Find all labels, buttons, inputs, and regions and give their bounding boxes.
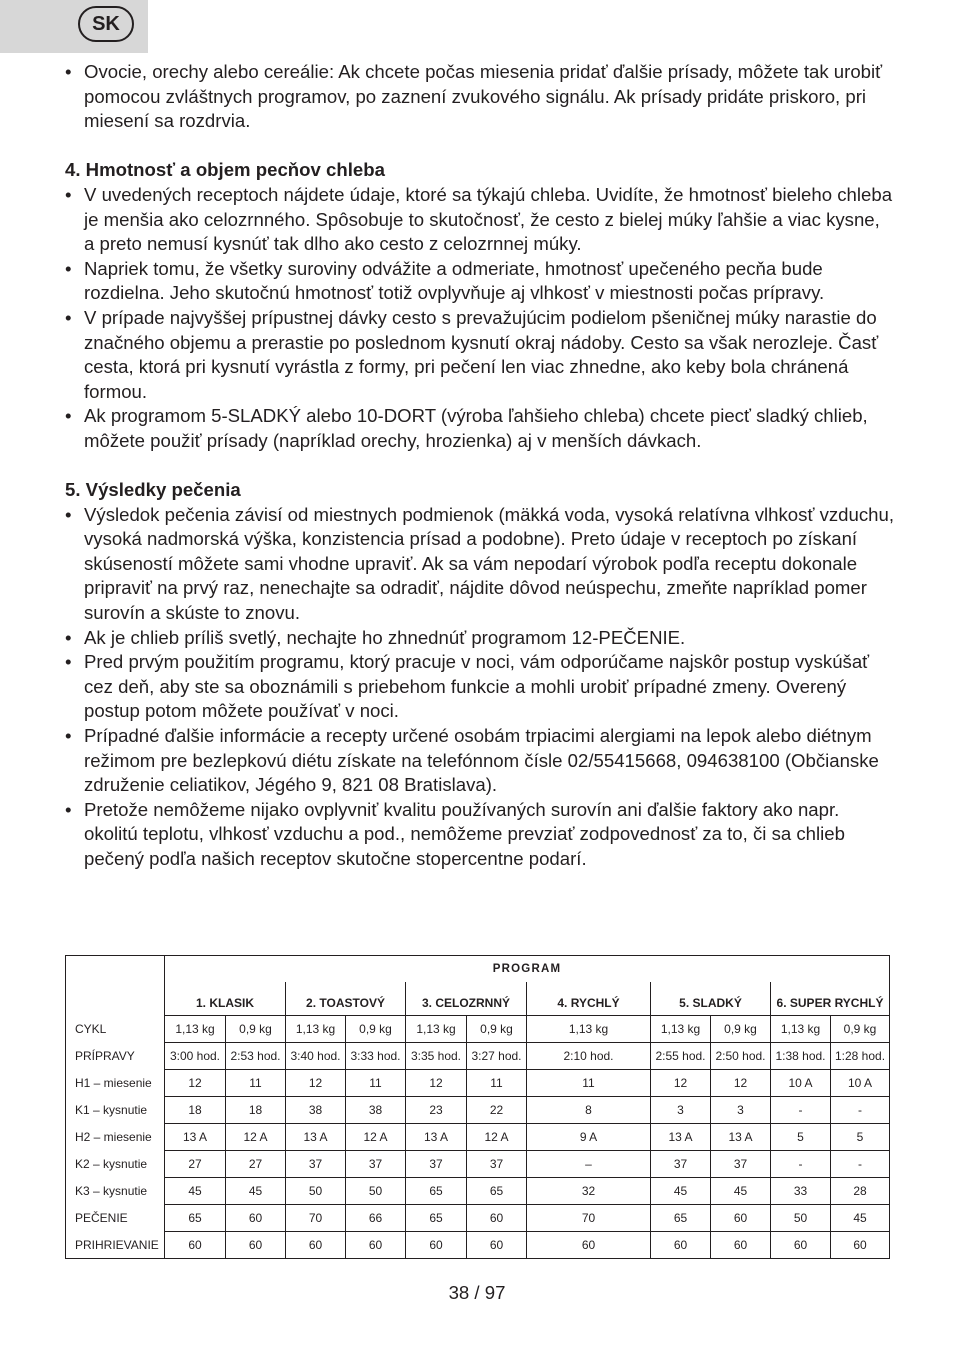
table-cell: 5 <box>831 1124 890 1151</box>
program-name: 3. CELOZRNNÝ <box>406 982 527 1016</box>
table-cell: 60 <box>226 1232 286 1259</box>
bullet-marker: • <box>65 61 72 82</box>
table-cell: 22 <box>467 1097 527 1124</box>
table-cell: 3:40 hod. <box>286 1043 346 1070</box>
table-cell: - <box>831 1097 890 1124</box>
table-row <box>66 1124 890 1151</box>
table-cell: 50 <box>346 1178 406 1205</box>
table-cell: 38 <box>286 1097 346 1124</box>
bullet-text: Ak je chlieb príliš svetlý, nechajte ho zhnednúť programom 12-PEČENIE. <box>84 626 686 648</box>
table-cell: 2:55 hod. <box>651 1043 711 1070</box>
table-cell: 3 <box>651 1097 711 1124</box>
row-label: K2 – kysnutie <box>66 1151 165 1178</box>
table-row <box>66 1043 890 1070</box>
table-cell: - <box>771 1097 831 1124</box>
section-4-list <box>65 183 895 454</box>
table-cell: 10 A <box>771 1070 831 1097</box>
table-cell: 11 <box>467 1070 527 1097</box>
table-cell: 12 A <box>467 1124 527 1151</box>
table-cell: 12 A <box>226 1124 286 1151</box>
table-cell: 60 <box>467 1232 527 1259</box>
program-name: 1. KLASIK <box>165 982 286 1016</box>
table-cell: 60 <box>527 1232 651 1259</box>
table-cell: 66 <box>346 1205 406 1232</box>
bullet-text: Napriek tomu, že všetky suroviny odvážite a odmeriate, hmotnosť upečeného pecňa bude rozdielna. Jeho skutočnú hmotnosť totiž ovplyvňuje aj vlhkosť v miestnosti počas prípravy. <box>84 257 825 304</box>
table-cell: 1,13 kg <box>771 1016 831 1043</box>
bullet-marker: • <box>65 725 72 747</box>
table-cell: 37 <box>286 1151 346 1178</box>
table-row <box>66 1178 890 1205</box>
bullet-item <box>65 257 895 306</box>
language-tab <box>0 0 148 53</box>
table-cell: 60 <box>467 1205 527 1232</box>
table-cell: 18 <box>165 1097 226 1124</box>
table-cell: 60 <box>226 1205 286 1232</box>
row-label: H2 – miesenie <box>66 1124 165 1151</box>
table-cell: 13 A <box>651 1124 711 1151</box>
table-cell: 65 <box>406 1178 467 1205</box>
table-cell: 70 <box>527 1205 651 1232</box>
section-5-title: 5. Výsledky pečenia <box>65 479 241 501</box>
table-cell: 37 <box>467 1151 527 1178</box>
table-cell: 2:53 hod. <box>226 1043 286 1070</box>
table-cell: 1,13 kg <box>165 1016 226 1043</box>
table-cell: 1,13 kg <box>406 1016 467 1043</box>
bullet-text: Pred prvým použitím programu, ktorý pracuje v noci, vám odporúčame najskôr postup vyskúšať cez deň, aby ste sa oboznámili s priebehom funkcie a mohli urobiť prípadné zmeny. Overený postup potom môžete používať v noci. <box>84 651 870 722</box>
table-cell: 12 <box>406 1070 467 1097</box>
table-cell: 0,9 kg <box>226 1016 286 1043</box>
bullet-text: Ak programom 5-SLADKÝ alebo 10-DORT (výroba ľahšieho chleba) chcete piecť sladký chlieb, môžete použiť prísady (napríklad orechy, hrozienka) aj v menších dávkach. <box>84 405 868 451</box>
table-cell: 65 <box>651 1205 711 1232</box>
bullet-item <box>65 404 895 453</box>
table-cell: 11 <box>346 1070 406 1097</box>
intro-list <box>65 60 895 134</box>
table-cell: 18 <box>226 1097 286 1124</box>
section-5-list <box>65 503 895 872</box>
table-cell: 45 <box>165 1178 226 1205</box>
table-cell: 60 <box>406 1232 467 1259</box>
table-cell: 12 <box>651 1070 711 1097</box>
table-cell: 60 <box>711 1232 771 1259</box>
table-cell: 5 <box>771 1124 831 1151</box>
table-cell: 3:00 hod. <box>165 1043 226 1070</box>
row-label: PEČENIE <box>66 1205 165 1232</box>
bullet-item <box>65 60 895 134</box>
table-cell: 9 A <box>527 1124 651 1151</box>
table-cell: 50 <box>771 1205 831 1232</box>
table-row <box>66 1232 890 1259</box>
table-cell: 60 <box>286 1232 346 1259</box>
table-cell: 13 A <box>165 1124 226 1151</box>
table-cell: 60 <box>771 1232 831 1259</box>
table-cell: – <box>527 1151 651 1178</box>
table-cell: 28 <box>831 1178 890 1205</box>
table-corner-2 <box>66 982 165 1016</box>
table-cell: 2:10 hod. <box>527 1043 651 1070</box>
table-row <box>66 1016 890 1043</box>
language-badge: SK <box>78 6 134 42</box>
row-label: H1 – miesenie <box>66 1070 165 1097</box>
bullet-item <box>65 724 895 798</box>
table-cell: 11 <box>226 1070 286 1097</box>
table-cell: 1:38 hod. <box>771 1043 831 1070</box>
table-cell: 50 <box>286 1178 346 1205</box>
row-label: PRÍPRAVY <box>66 1043 165 1070</box>
bullet-marker: • <box>65 257 72 279</box>
bullet-marker: • <box>65 503 72 525</box>
row-label: K3 – kysnutie <box>66 1178 165 1205</box>
bullet-text: Pretože nemôžeme nijako ovplyvniť kvalitu používaných surovín ani ďalšie faktory ako napr. okolitú teplotu, vlhkosť vzduchu a pod., nemôžeme prevziať zodpovednosť za to, či sa chlieb pečený podľa našich receptov skutočne stopercentne podarí. <box>84 798 845 869</box>
table-cell: 70 <box>286 1205 346 1232</box>
bullet-text: V prípade najvyššej prípustnej dávky cesto s prevažujúcim podielom pšeničnej múky narastie do značného objemu a prerastie po poslednom kysnutí okraj nádoby. Cesto sa však nerozleje. Časť cesta, ktorá pri kysnutí vyrástla z formy, pri pečení len viac zhnedne, ako keby bola chránená formou. <box>84 306 879 402</box>
table-cell: 65 <box>467 1178 527 1205</box>
page-number: 38 / 97 <box>448 1282 506 1303</box>
table-cell: 32 <box>527 1178 651 1205</box>
table-cell: 10 A <box>831 1070 890 1097</box>
table-cell: 13 A <box>286 1124 346 1151</box>
table-cell: 3:35 hod. <box>406 1043 467 1070</box>
table-cell: 38 <box>346 1097 406 1124</box>
table-cell: 45 <box>831 1205 890 1232</box>
table-cell: 3:33 hod. <box>346 1043 406 1070</box>
table-cell: 0,9 kg <box>467 1016 527 1043</box>
program-table <box>65 955 890 1259</box>
table-cell: 27 <box>226 1151 286 1178</box>
bullet-marker: • <box>65 626 72 648</box>
section-4-title: 4. Hmotnosť a objem pecňov chleba <box>65 159 385 181</box>
row-label: CYKL <box>66 1016 165 1043</box>
table-row <box>66 1097 890 1124</box>
table-cell: 0,9 kg <box>346 1016 406 1043</box>
table-cell: 12 <box>711 1070 771 1097</box>
table-cell: 60 <box>165 1232 226 1259</box>
table-row <box>66 1151 890 1178</box>
bullet-text: Výsledok pečenia závisí od miestnych podmienok (mäkká voda, vysoká relatívna vlhkosť vzduchu, vysoká nadmorská výška, konzistencia prísad a podobne). Preto údaje v receptoch po získaní skúseností môžete sami vhodne upraviť. Ak sa vám nepodarí výrobok podľa receptu dokonale pripraviť na prvý raz, nenechajte sa odradiť, nájdite dôvod neúspechu, zmeňte napríklad pomer surovín a skúste to znovu. <box>84 503 894 624</box>
bullet-text: Prípadné ďalšie informácie a recepty určené osobám trpiacimi alergiami na lepok alebo diétnym režimom pre bezlepkovú diétu získate na telefónnom čísle 02/55415668, 094638100 (Občianske združenie celiatikov, Jégého 9, 821 08 Bratislava). <box>84 725 879 796</box>
table-cell: 37 <box>711 1151 771 1178</box>
bullet-item <box>65 306 895 404</box>
table-cell: 1,13 kg <box>651 1016 711 1043</box>
table-cell: 1,13 kg <box>527 1016 651 1043</box>
table-corner <box>66 956 165 983</box>
table-cell: 12 <box>286 1070 346 1097</box>
table-cell: 37 <box>346 1151 406 1178</box>
table-cell: 3:27 hod. <box>467 1043 527 1070</box>
table-cell: 60 <box>711 1205 771 1232</box>
table-cell: 11 <box>527 1070 651 1097</box>
table-cell: 1,13 kg <box>286 1016 346 1043</box>
bullet-item <box>65 503 895 626</box>
table-cell: - <box>831 1151 890 1178</box>
table-cell: 60 <box>651 1232 711 1259</box>
table-cell: 60 <box>831 1232 890 1259</box>
program-name: 4. RYCHLÝ <box>527 982 651 1016</box>
table-cell: 13 A <box>406 1124 467 1151</box>
bullet-item <box>65 650 895 724</box>
program-header: PROGRAM <box>165 956 890 983</box>
bullet-marker: • <box>65 306 72 328</box>
table-cell: 65 <box>406 1205 467 1232</box>
table-cell: 12 A <box>346 1124 406 1151</box>
table-cell: 45 <box>651 1178 711 1205</box>
table-cell: 37 <box>651 1151 711 1178</box>
bullet-text: Ovocie, orechy alebo cereálie: Ak chcete počas miesenia pridať ďalšie prísady, môžete tak urobiť pomocou zvláštnych programov, po zaznení zvukového signálu. Ak prísady pridáte priskoro, pri miesení sa rozdrvia. <box>84 61 883 132</box>
table-cell: 23 <box>406 1097 467 1124</box>
bullet-item <box>65 183 895 257</box>
table-cell: 1:28 hod. <box>831 1043 890 1070</box>
table-cell: 27 <box>165 1151 226 1178</box>
table-cell: 13 A <box>711 1124 771 1151</box>
table-cell: 37 <box>406 1151 467 1178</box>
row-label: PRIHRIEVANIE <box>66 1232 165 1259</box>
table-row <box>66 1070 890 1097</box>
table-row <box>66 1205 890 1232</box>
program-name: 6. SUPER RYCHLÝ <box>771 982 890 1016</box>
bullet-marker: • <box>65 183 72 205</box>
page-content <box>65 60 895 872</box>
program-name: 2. TOASTOVÝ <box>286 982 406 1016</box>
table-cell: 12 <box>165 1070 226 1097</box>
table-cell: 0,9 kg <box>831 1016 890 1043</box>
table-cell: 2:50 hod. <box>711 1043 771 1070</box>
bullet-item <box>65 798 895 872</box>
bullet-marker: • <box>65 405 72 427</box>
table-cell: 45 <box>711 1178 771 1205</box>
table-cell: 33 <box>771 1178 831 1205</box>
table-cell: 60 <box>346 1232 406 1259</box>
table-cell: 8 <box>527 1097 651 1124</box>
table-cell: 3 <box>711 1097 771 1124</box>
bullet-marker: • <box>65 798 72 820</box>
bullet-marker: • <box>65 651 72 673</box>
program-name: 5. SLADKÝ <box>651 982 771 1016</box>
bullet-text: V uvedených receptoch nájdete údaje, ktoré sa týkajú chleba. Uvidíte, že hmotnosť bieleho chleba je menšia ako celozrnného. Spôsobuje to skutočnosť, že cesto z bielej múky ľahšie a viac kysne, a preto nemusí kysnúť tak dlho ako cesto z celozrnnej múky. <box>84 183 893 255</box>
bullet-item <box>65 626 895 651</box>
table-cell: - <box>771 1151 831 1178</box>
table-cell: 65 <box>165 1205 226 1232</box>
table-cell: 0,9 kg <box>711 1016 771 1043</box>
row-label: K1 – kysnutie <box>66 1097 165 1124</box>
table-cell: 45 <box>226 1178 286 1205</box>
